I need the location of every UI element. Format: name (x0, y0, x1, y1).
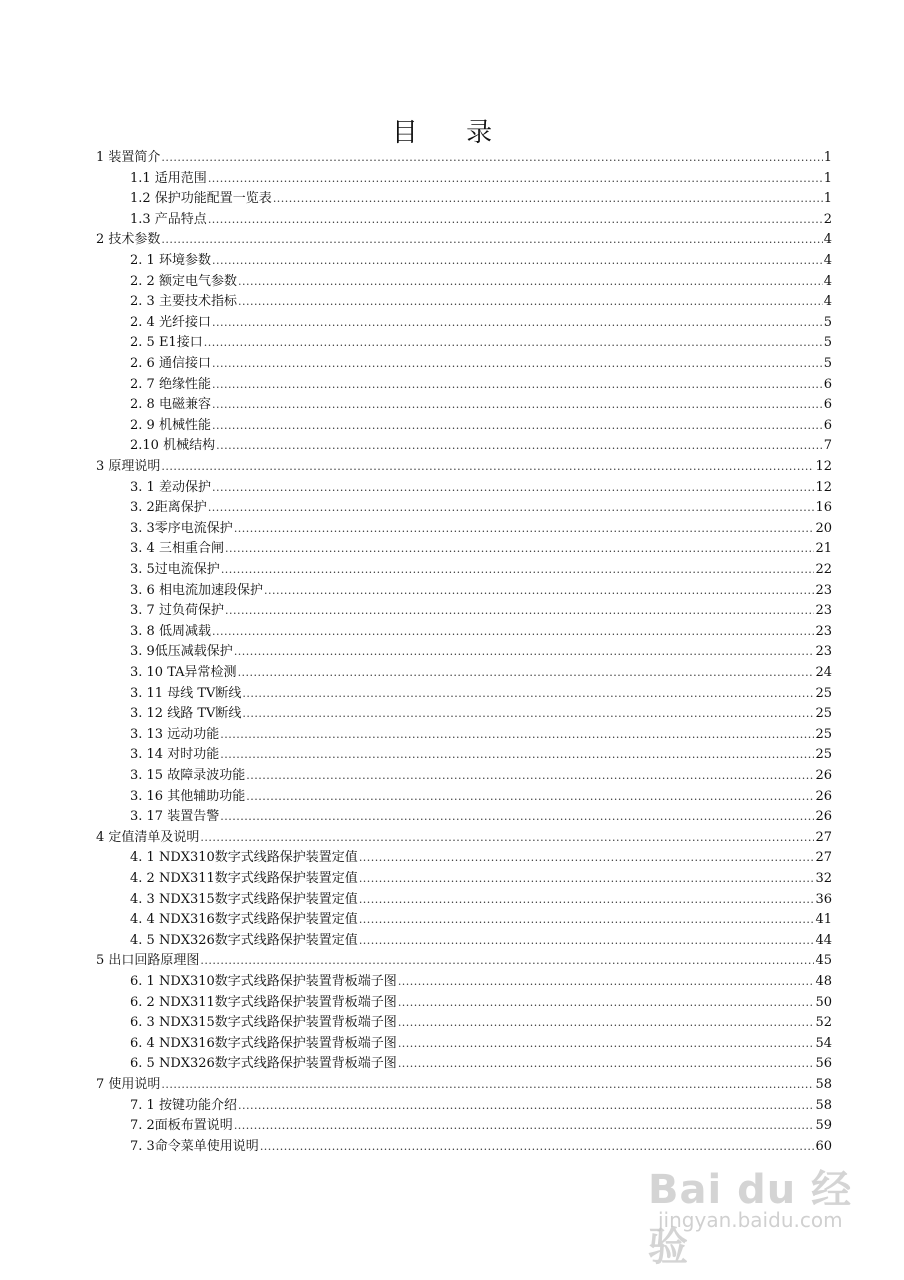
toc-entry-label: 6. 4 NDX316数字式线路保护装置背板端子图 (130, 1035, 397, 1051)
toc-entry[interactable] (96, 148, 832, 169)
toc-entry-page: 6 (823, 397, 832, 413)
toc-entry[interactable] (130, 292, 832, 313)
toc-entry-label: 2. 1 环境参数 (130, 253, 211, 268)
toc-entry-label: 3. 1 差动保护 (130, 479, 211, 495)
toc-entry-page: 27 (815, 829, 832, 845)
dot-leader (204, 333, 823, 354)
toc-entry-page: 32 (815, 871, 832, 886)
toc-entry-page: 41 (815, 912, 832, 928)
dot-leader (238, 292, 823, 313)
dot-leader (212, 622, 815, 643)
toc-entry[interactable] (130, 787, 832, 808)
toc-entry-page: 48 (815, 974, 832, 989)
dot-leader (398, 1013, 815, 1034)
toc-entry[interactable] (130, 890, 832, 911)
toc-entry[interactable] (130, 993, 832, 1014)
toc-entry-page: 23 (815, 603, 832, 619)
toc-entry-label: 3 原理说明 (96, 459, 161, 474)
toc-entry-page: 52 (815, 1015, 832, 1031)
toc-entry-label: 3. 9低压减载保护 (130, 644, 233, 660)
dot-leader (200, 951, 814, 972)
toc-entry[interactable] (130, 354, 832, 375)
toc-entry-label: 4. 4 NDX316数字式线路保护装置定值 (130, 912, 358, 928)
toc-entry-label: 2. 6 通信接口 (130, 356, 211, 371)
dot-leader (220, 725, 814, 746)
toc-entry-label: 4. 3 NDX315数字式线路保护装置定值 (130, 891, 358, 907)
toc-entry[interactable] (130, 1116, 832, 1137)
dot-leader (246, 766, 814, 787)
toc-entry-page: 4 (823, 294, 832, 310)
toc-entry[interactable] (96, 828, 832, 849)
dot-leader (398, 1034, 815, 1055)
dot-leader (234, 1116, 815, 1137)
dot-leader (212, 395, 823, 416)
toc-entry[interactable] (130, 766, 832, 787)
dot-leader (234, 642, 815, 663)
toc-entry[interactable] (96, 951, 832, 972)
dot-leader (221, 560, 815, 581)
toc-entry-label: 2. 3 主要技术指标 (130, 294, 237, 310)
toc-entry-page: 60 (815, 1138, 832, 1154)
dot-leader (238, 1096, 815, 1117)
toc-entry[interactable] (96, 230, 832, 251)
toc-entry-page: 45 (815, 953, 832, 969)
dot-leader (260, 1137, 815, 1158)
watermark-url: jingyan.baidu.com (658, 1208, 843, 1232)
dot-leader (161, 457, 814, 478)
toc-entry[interactable] (96, 457, 832, 478)
toc-entry[interactable] (96, 1075, 832, 1096)
toc-entry-page: 36 (815, 891, 832, 907)
dot-leader (246, 787, 814, 808)
toc-entry-page: 26 (815, 788, 832, 804)
toc-entry-label: 3. 16 其他辅助功能 (130, 788, 246, 804)
dot-leader (208, 169, 823, 190)
toc-entry-label: 2. 5 E1接口 (130, 335, 203, 351)
toc-entry[interactable] (130, 1034, 832, 1055)
toc-entry[interactable] (130, 704, 832, 725)
dot-leader (398, 993, 815, 1014)
toc-entry-label: 1.3 产品特点 (130, 211, 207, 227)
toc-entry-label: 7. 2面板布置说明 (130, 1118, 233, 1134)
toc-entry[interactable] (130, 725, 832, 746)
dot-leader (200, 828, 814, 849)
toc-entry-label: 2 技术参数 (96, 232, 161, 248)
toc-entry[interactable] (130, 684, 832, 705)
toc-entry[interactable] (130, 498, 832, 519)
toc-entry-page: 50 (815, 994, 832, 1010)
toc-entry-page: 25 (815, 706, 832, 722)
toc-entry[interactable] (130, 869, 832, 890)
toc-entry-page: 12 (815, 479, 832, 495)
toc-entry[interactable] (130, 189, 832, 210)
toc-entry-label: 6. 2 NDX311数字式线路保护装置背板端子图 (130, 994, 397, 1010)
page-title: 目 录 (391, 118, 513, 148)
toc-entry-label: 5 出口回路原理图 (96, 953, 200, 969)
dot-leader (208, 498, 815, 519)
toc-entry[interactable] (130, 519, 832, 540)
toc-entry[interactable] (130, 313, 832, 334)
dot-leader (359, 848, 815, 869)
dot-leader (238, 663, 815, 684)
toc-entry-page: 44 (815, 932, 832, 948)
toc-entry-page: 12 (815, 459, 832, 474)
toc-entry-page: 56 (815, 1056, 832, 1072)
toc-entry-page: 21 (815, 541, 832, 557)
toc-entry[interactable] (130, 251, 832, 272)
toc-entry-page: 26 (815, 809, 832, 825)
toc-entry-label: 7. 3命令菜单使用说明 (130, 1138, 259, 1154)
dot-leader (264, 581, 815, 602)
toc-entry-page: 26 (815, 768, 832, 783)
toc-entry[interactable] (130, 807, 832, 828)
toc-entry-label: 3. 17 装置告警 (130, 809, 220, 825)
toc-entry-label: 7. 1 按键功能介绍 (130, 1097, 237, 1113)
toc-entry[interactable] (130, 169, 832, 190)
toc-entry-page: 16 (815, 500, 832, 516)
toc-entry-label: 1 装置简介 (96, 150, 161, 165)
dot-leader (359, 890, 815, 911)
dot-leader (359, 910, 815, 931)
toc-entry-page: 5 (823, 335, 832, 351)
toc-entry-page: 5 (823, 314, 832, 330)
toc-entry-page: 4 (823, 273, 832, 289)
dot-leader (212, 416, 823, 437)
toc-entry[interactable] (130, 272, 832, 293)
watermark-brand: Bai du 经验 (648, 1167, 853, 1270)
dot-leader (273, 189, 823, 210)
toc-entry-label: 2. 8 电磁兼容 (130, 397, 211, 413)
toc-entry-page: 27 (815, 850, 832, 866)
toc-entry-label: 3. 10 TA异常检测 (130, 665, 237, 680)
baidu-jingyan-watermark (648, 1158, 858, 1270)
toc-entry[interactable] (130, 539, 832, 560)
dot-leader (216, 436, 823, 457)
toc-entry-page: 25 (815, 685, 832, 701)
toc-entry[interactable] (130, 972, 832, 993)
dot-leader (212, 354, 823, 375)
toc-entry-label: 3. 8 低周减载 (130, 623, 211, 639)
dot-leader (242, 704, 814, 725)
toc-entry-label: 3. 5过电流保护 (130, 562, 220, 577)
toc-entry-label: 3. 11 母线 TV断线 (130, 685, 242, 701)
toc-entry-page: 4 (823, 232, 832, 248)
dot-leader (238, 272, 823, 293)
toc-entry-label: 7 使用说明 (96, 1077, 161, 1092)
dot-leader (225, 539, 815, 560)
dot-leader (161, 148, 822, 169)
toc-entry-page: 5 (823, 356, 832, 371)
toc-entry[interactable] (130, 910, 832, 931)
toc-entry-label: 3. 6 相电流加速段保护 (130, 582, 263, 598)
toc-entry[interactable] (130, 931, 832, 952)
toc-entry-label: 2. 9 机械性能 (130, 417, 211, 433)
toc-entry-label: 3. 13 远动功能 (130, 726, 220, 742)
toc-entry-label: 6. 3 NDX315数字式线路保护装置背板端子图 (130, 1015, 397, 1031)
toc-entry[interactable] (130, 1096, 832, 1117)
toc-entry[interactable] (130, 375, 832, 396)
toc-entry-label: 2. 7 绝缘性能 (130, 376, 211, 392)
toc-entry-label: 4. 5 NDX326数字式线路保护装置定值 (130, 932, 358, 948)
toc-entry[interactable] (130, 560, 832, 581)
toc-entry-page: 58 (815, 1097, 832, 1113)
dot-leader (359, 869, 815, 890)
toc-entry-page: 7 (823, 438, 832, 454)
dot-leader (220, 745, 814, 766)
dot-leader (161, 230, 822, 251)
toc-entry-page: 23 (815, 582, 832, 598)
toc-entry-page: 1 (823, 170, 832, 186)
toc-entry[interactable] (130, 1137, 832, 1158)
toc-entry-label: 1.2 保护功能配置一览表 (130, 191, 272, 207)
toc-entry-page: 54 (815, 1035, 832, 1051)
toc-entry-page: 25 (815, 726, 832, 742)
toc-entry-page: 1 (823, 150, 832, 165)
toc-entry[interactable] (130, 1013, 832, 1034)
toc-entry[interactable] (130, 395, 832, 416)
toc-entry[interactable] (130, 1054, 832, 1075)
toc-entry-label: 6. 1 NDX310数字式线路保护装置背板端子图 (130, 974, 397, 989)
dot-leader (359, 931, 815, 952)
toc-entry[interactable] (130, 601, 832, 622)
toc-entry-label: 2. 2 额定电气参数 (130, 273, 237, 289)
toc-entry-label: 3. 4 三相重合闸 (130, 541, 224, 557)
toc-entry[interactable] (130, 848, 832, 869)
dot-leader (212, 251, 823, 272)
toc-entry-label: 1.1 适用范围 (130, 170, 207, 186)
toc-entry-label: 3. 15 故障录波功能 (130, 768, 246, 783)
toc-entry-page: 59 (815, 1118, 832, 1134)
toc-entry[interactable] (130, 642, 832, 663)
toc-entry-page: 24 (815, 665, 832, 680)
dot-leader (398, 1054, 815, 1075)
toc-entry-page: 6 (823, 417, 832, 433)
toc-entry-label: 2.10 机械结构 (130, 438, 216, 454)
toc-entry-label: 4 定值清单及说明 (96, 829, 200, 845)
toc-entry-page: 20 (815, 520, 832, 536)
toc-entry[interactable] (130, 581, 832, 602)
toc-entry[interactable] (130, 478, 832, 499)
dot-leader (398, 972, 815, 993)
dot-leader (234, 519, 815, 540)
toc-entry-page: 58 (815, 1077, 832, 1092)
toc-entry-label: 3. 3零序电流保护 (130, 520, 233, 536)
toc-entry-label: 4. 1 NDX310数字式线路保护装置定值 (130, 850, 358, 866)
toc-entry[interactable] (130, 436, 832, 457)
toc-entry[interactable] (130, 210, 832, 231)
dot-leader (212, 478, 815, 499)
toc-entry-label: 2. 4 光纤接口 (130, 314, 211, 330)
toc-entry-label: 3. 12 线路 TV断线 (130, 706, 242, 722)
dot-leader (225, 601, 815, 622)
dot-leader (212, 375, 823, 396)
toc-entry-page: 1 (823, 191, 832, 207)
toc-entry-page: 25 (815, 747, 832, 763)
toc-entry-label: 3. 2距离保护 (130, 500, 207, 516)
toc-entry-page: 4 (823, 253, 832, 268)
toc-entry-label: 6. 5 NDX326数字式线路保护装置背板端子图 (130, 1056, 397, 1072)
toc-entry[interactable] (130, 663, 832, 684)
toc-entry-page: 22 (815, 562, 832, 577)
toc-entry-page: 6 (823, 376, 832, 392)
toc-entry[interactable] (130, 333, 832, 354)
dot-leader (212, 313, 823, 334)
toc-entry-label: 3. 7 过负荷保护 (130, 603, 224, 619)
toc-entry[interactable] (130, 416, 832, 437)
toc-entry-page: 2 (823, 211, 832, 227)
dot-leader (242, 684, 814, 705)
dot-leader (161, 1075, 814, 1096)
toc-entry[interactable] (130, 622, 832, 643)
toc-entry[interactable] (130, 745, 832, 766)
toc-entry-page: 23 (815, 644, 832, 660)
dot-leader (208, 210, 823, 231)
dot-leader (220, 807, 814, 828)
toc-entry-page: 23 (815, 623, 832, 639)
toc-entry-label: 4. 2 NDX311数字式线路保护装置定值 (130, 871, 358, 886)
toc-entry-label: 3. 14 对时功能 (130, 747, 220, 763)
